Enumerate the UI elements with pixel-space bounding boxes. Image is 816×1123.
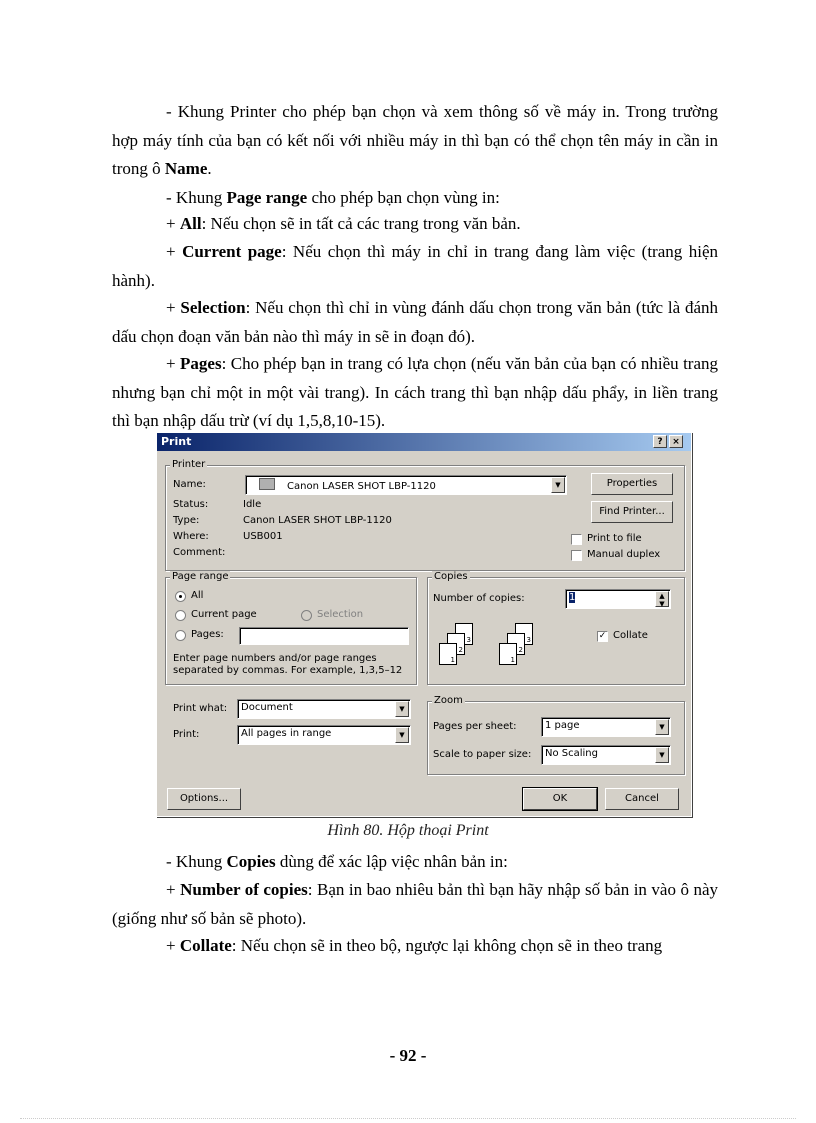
current-page-label: Current page — [191, 609, 257, 620]
chevron-down-icon[interactable]: ▼ — [655, 747, 669, 763]
type-label: Type: — [173, 515, 200, 526]
pages-radio[interactable] — [175, 630, 186, 641]
paragraph-selection: + Selection: Nếu chọn thì chỉ in vùng đánh dấu chọn trong văn bản (tức là đánh dấu chọn đoạn văn bản nào thì máy in sẽ in đoạn đó). — [112, 298, 718, 346]
ok-button[interactable]: OK — [523, 788, 597, 810]
close-button[interactable]: × — [669, 435, 683, 448]
properties-button[interactable]: Properties — [591, 473, 673, 495]
paragraph-page-range: - Khung Page range cho phép bạn chọn vùng in: — [166, 188, 500, 207]
spinner-icon[interactable]: ▲ ▼ — [655, 591, 669, 607]
printer-name-select[interactable]: Canon LASER SHOT LBP-1120 ▼ — [245, 475, 567, 495]
selection-radio[interactable] — [301, 610, 312, 621]
pages-input[interactable] — [239, 627, 409, 645]
manual-duplex-label: Manual duplex — [587, 549, 661, 560]
paragraph-copies: - Khung Copies dùng để xác lập việc nhân bản in: — [166, 852, 508, 871]
chevron-down-icon[interactable]: ▼ — [395, 701, 409, 717]
manual-duplex-checkbox[interactable] — [571, 550, 582, 561]
where-value: USB001 — [243, 531, 283, 542]
page-icon-3a: 3 — [455, 623, 473, 645]
dialog-title: Print — [161, 435, 192, 448]
printer-icon — [259, 478, 275, 490]
paragraph-printer-frame: - Khung Printer cho phép bạn chọn và xem thông số về máy in. Trong trường hợp máy tính của bạn có kết nối với nhiều máy in thì bạn có thể chọn tên máy in cần in trong ô Name. — [112, 102, 718, 178]
status-value: Idle — [243, 499, 262, 510]
paragraph-current-page: + Current page: Nếu chọn thì máy in chỉ in trang đang làm việc (trang hiện hành). — [112, 242, 718, 290]
cancel-button[interactable]: Cancel — [605, 788, 679, 810]
print-to-file-checkbox[interactable] — [571, 534, 582, 545]
print-to-file-label: Print to file — [587, 533, 642, 544]
where-label: Where: — [173, 531, 209, 542]
pages-per-sheet-select[interactable]: 1 page ▼ — [541, 717, 671, 737]
footer-divider — [20, 1118, 796, 1119]
type-value: Canon LASER SHOT LBP-1120 — [243, 515, 392, 526]
number-of-copies-input[interactable]: 1 ▲ ▼ — [565, 589, 671, 609]
chevron-down-icon[interactable]: ▼ — [395, 727, 409, 743]
figure-caption: Hình 80. Hộp thoại Print — [327, 822, 489, 839]
pages-per-sheet-label: Pages per sheet: — [433, 721, 517, 732]
paragraph-pages: + Pages: Cho phép bạn in trang có lựa chọn (nếu văn bản của bạn có nhiều trang nhưng bạn chỉ một in một vài trang). In cách trang thì bạn nhập dấu phẩy, in liền trang thì bạn nhập dấu trừ (ví dụ 1,5,8,10-15). — [112, 354, 719, 430]
options-button[interactable]: Options... — [167, 788, 241, 810]
name-label: Name: — [173, 479, 206, 490]
selection-label: Selection — [317, 609, 364, 620]
pages-label: Pages: — [191, 629, 224, 640]
comment-label: Comment: — [173, 547, 226, 558]
print-select[interactable]: All pages in range ▼ — [237, 725, 411, 745]
print-what-label: Print what: — [173, 703, 228, 714]
status-label: Status: — [173, 499, 209, 510]
paragraph-all: + All: Nếu chọn sẽ in tất cả các trang trong văn bản. — [166, 214, 521, 233]
chevron-down-icon[interactable]: ▼ — [655, 719, 669, 735]
find-printer-button[interactable]: Find Printer... — [591, 501, 673, 523]
current-page-radio[interactable] — [175, 610, 186, 621]
scale-label: Scale to paper size: — [433, 749, 532, 760]
all-label: All — [191, 590, 204, 601]
dialog-titlebar — [157, 433, 691, 451]
print-what-select[interactable]: Document ▼ — [237, 699, 411, 719]
collate-label: Collate — [613, 630, 648, 641]
chevron-down-icon[interactable]: ▼ — [551, 477, 565, 493]
page-range-hint: Enter page numbers and/or page ranges separated by commas. For example, 1,3,5–12 — [173, 653, 403, 676]
all-radio[interactable] — [175, 591, 186, 602]
help-button[interactable]: ? — [653, 435, 667, 448]
collate-checkbox[interactable]: ✓ — [598, 631, 607, 641]
paragraph-collate: + Collate: Nếu chọn sẽ in theo bộ, ngược lại không chọn sẽ in theo trang — [166, 936, 663, 955]
copies-group-label: Copies — [434, 571, 468, 582]
print-label: Print: — [173, 729, 200, 740]
paragraph-number-of-copies: + Number of copies: Bạn in bao nhiêu bản thì bạn hãy nhập số bản in vào ô này (giống như số bản sẽ photo). — [112, 880, 719, 928]
print-dialog — [156, 432, 692, 817]
page-icon-2a: 2 — [447, 633, 465, 655]
page-number: - 92 - — [389, 1046, 427, 1065]
page-icon-1a: 1 — [439, 643, 457, 665]
number-of-copies-label: Number of copies: — [433, 593, 525, 604]
page-icon-2b: 2 — [507, 633, 525, 655]
printer-group-label: Printer — [172, 459, 206, 470]
zoom-group-label: Zoom — [434, 695, 463, 706]
page-icon-1b: 1 — [499, 643, 517, 665]
page-range-group-label: Page range — [172, 571, 229, 582]
scale-select[interactable]: No Scaling ▼ — [541, 745, 671, 765]
page-icon-3b: 3 — [515, 623, 533, 645]
